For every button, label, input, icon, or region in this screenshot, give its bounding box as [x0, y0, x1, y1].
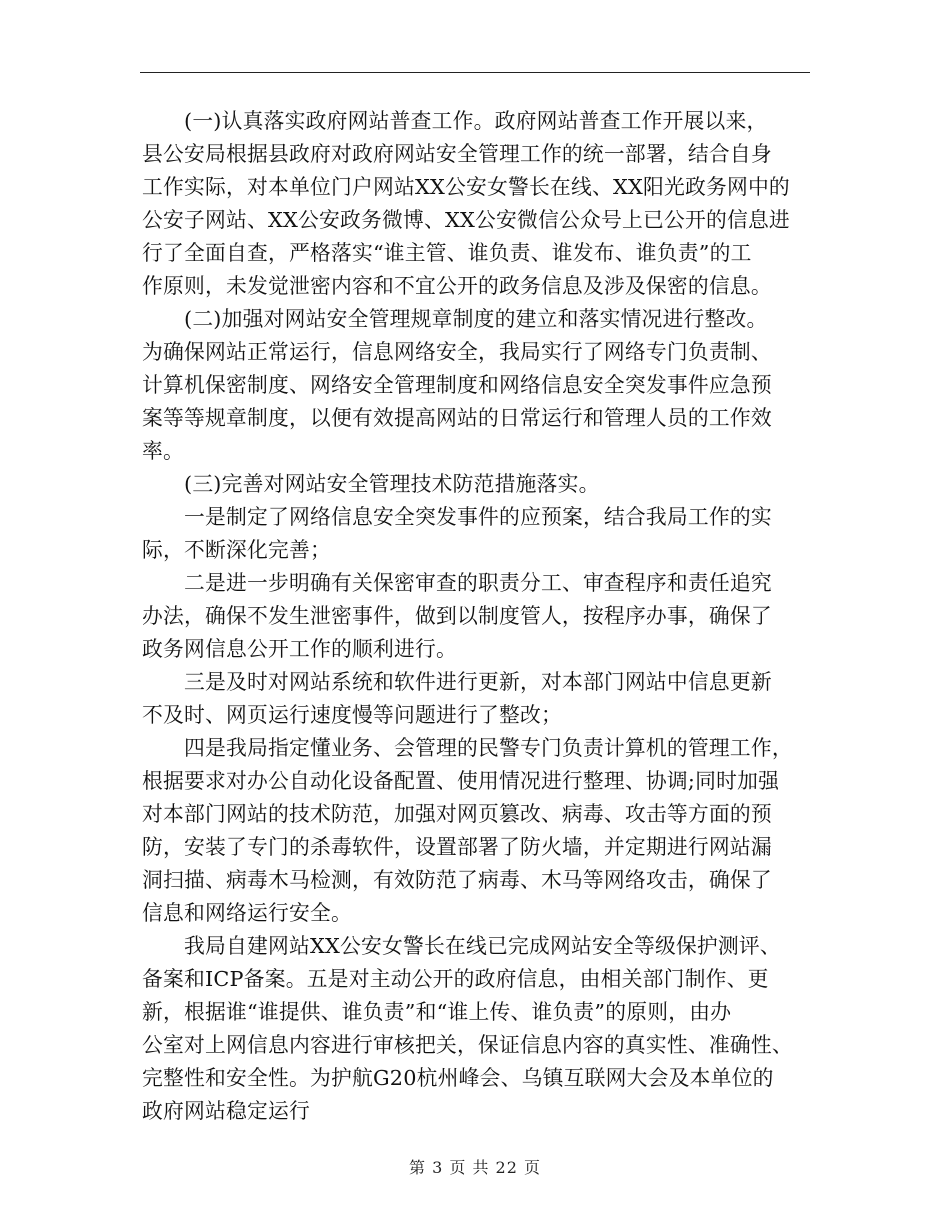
paragraph: [142, 732, 812, 930]
text-line: 二是进一步明确有关保密审查的职责分工、审查程序和责任追究: [184, 571, 772, 595]
paragraph: [142, 468, 812, 501]
text-line: (二)加强对网站安全管理规章制度的建立和落实情况进行整改。: [184, 307, 768, 331]
text-line: 办法，确保不发生泄密事件，做到以制度管人，按程序办事，确保了: [142, 604, 772, 628]
text-line: 计算机保密制度、网络安全管理制度和网络信息安全突发事件应急预: [142, 373, 772, 397]
text-line: 洞扫描、病毒木马检测，有效防范了病毒、木马等网络攻击，确保了: [142, 868, 772, 892]
text-line: 完整性和安全性。为护航G20杭州峰会、乌镇互联网大会及本单位的: [142, 1066, 774, 1090]
text-line: 防，安装了专门的杀毒软件，设置部署了防火墙，并定期进行网站漏: [142, 835, 772, 859]
paragraph: [142, 567, 812, 666]
text-line: 新，根据谁“谁提供、谁负责”和“谁上传、谁负责”的原则，由办: [142, 1000, 732, 1024]
text-line: 四是我局指定懂业务、会管理的民警专门负责计算机的管理工作，: [184, 736, 793, 760]
text-line: (一)认真落实政府网站普查工作。政府网站普查工作开展以来，: [184, 109, 768, 133]
text-line: 一是制定了网络信息安全突发事件的应预案，结合我局工作的实: [184, 505, 772, 529]
text-line: 工作实际，对本单位门户网站XX公安女警长在线、XX阳光政务网中的: [142, 175, 790, 199]
text-line: 信息和网络运行安全。: [142, 901, 352, 925]
text-line: 政务网信息公开工作的顺利进行。: [142, 637, 457, 661]
text-line: 际，不断深化完善；: [142, 538, 331, 562]
text-line: 行了全面自查，严格落实“谁主管、谁负责、谁发布、谁负责”的工: [142, 241, 752, 265]
document-body: [142, 105, 812, 1128]
text-line: 备案和ICP备案。五是对主动公开的政府信息，由相关部门制作、更: [142, 967, 769, 991]
text-line: 县公安局根据县政府对政府网站安全管理工作的统一部署，结合自身: [142, 142, 772, 166]
text-line: 为确保网站正常运行，信息网络安全，我局实行了网络专门负责制、: [142, 340, 772, 364]
text-line: 案等等规章制度，以便有效提高网站的日常运行和管理人员的工作效: [142, 406, 772, 430]
text-line: 不及时、网页运行速度慢等问题进行了整改；: [142, 703, 562, 727]
paragraph: [142, 303, 812, 468]
text-line: 对本部门网站的技术防范，加强对网页篡改、病毒、攻击等方面的预: [142, 802, 772, 826]
text-line: 公安子网站、XX公安政务微博、XX公安微信公众号上已公开的信息进: [142, 208, 790, 232]
text-line: 三是及时对网站系统和软件进行更新，对本部门网站中信息更新: [184, 670, 772, 694]
paragraph: [142, 105, 812, 303]
text-line: 根据要求对办公自动化设备配置、使用情况进行整理、协调;同时加强: [142, 769, 780, 793]
text-line: 我局自建网站XX公安女警长在线已完成网站安全等级保护测评、: [184, 934, 781, 958]
text-line: 公室对上网信息内容进行审核把关，保证信息内容的真实性、准确性、: [142, 1033, 793, 1057]
text-line: (三)完善对网站安全管理技术防范措施落实。: [184, 472, 600, 496]
paragraph: [142, 666, 812, 732]
header-rule: [140, 72, 810, 73]
paragraph: [142, 930, 812, 1128]
text-line: 作原则，未发觉泄密内容和不宜公开的政务信息及涉及保密的信息。: [142, 274, 772, 298]
page-footer: 第 3 页 共 22 页: [409, 1158, 541, 1177]
text-line: 政府网站稳定运行: [142, 1099, 310, 1123]
text-line: 率。: [142, 439, 184, 463]
paragraph: [142, 501, 812, 567]
